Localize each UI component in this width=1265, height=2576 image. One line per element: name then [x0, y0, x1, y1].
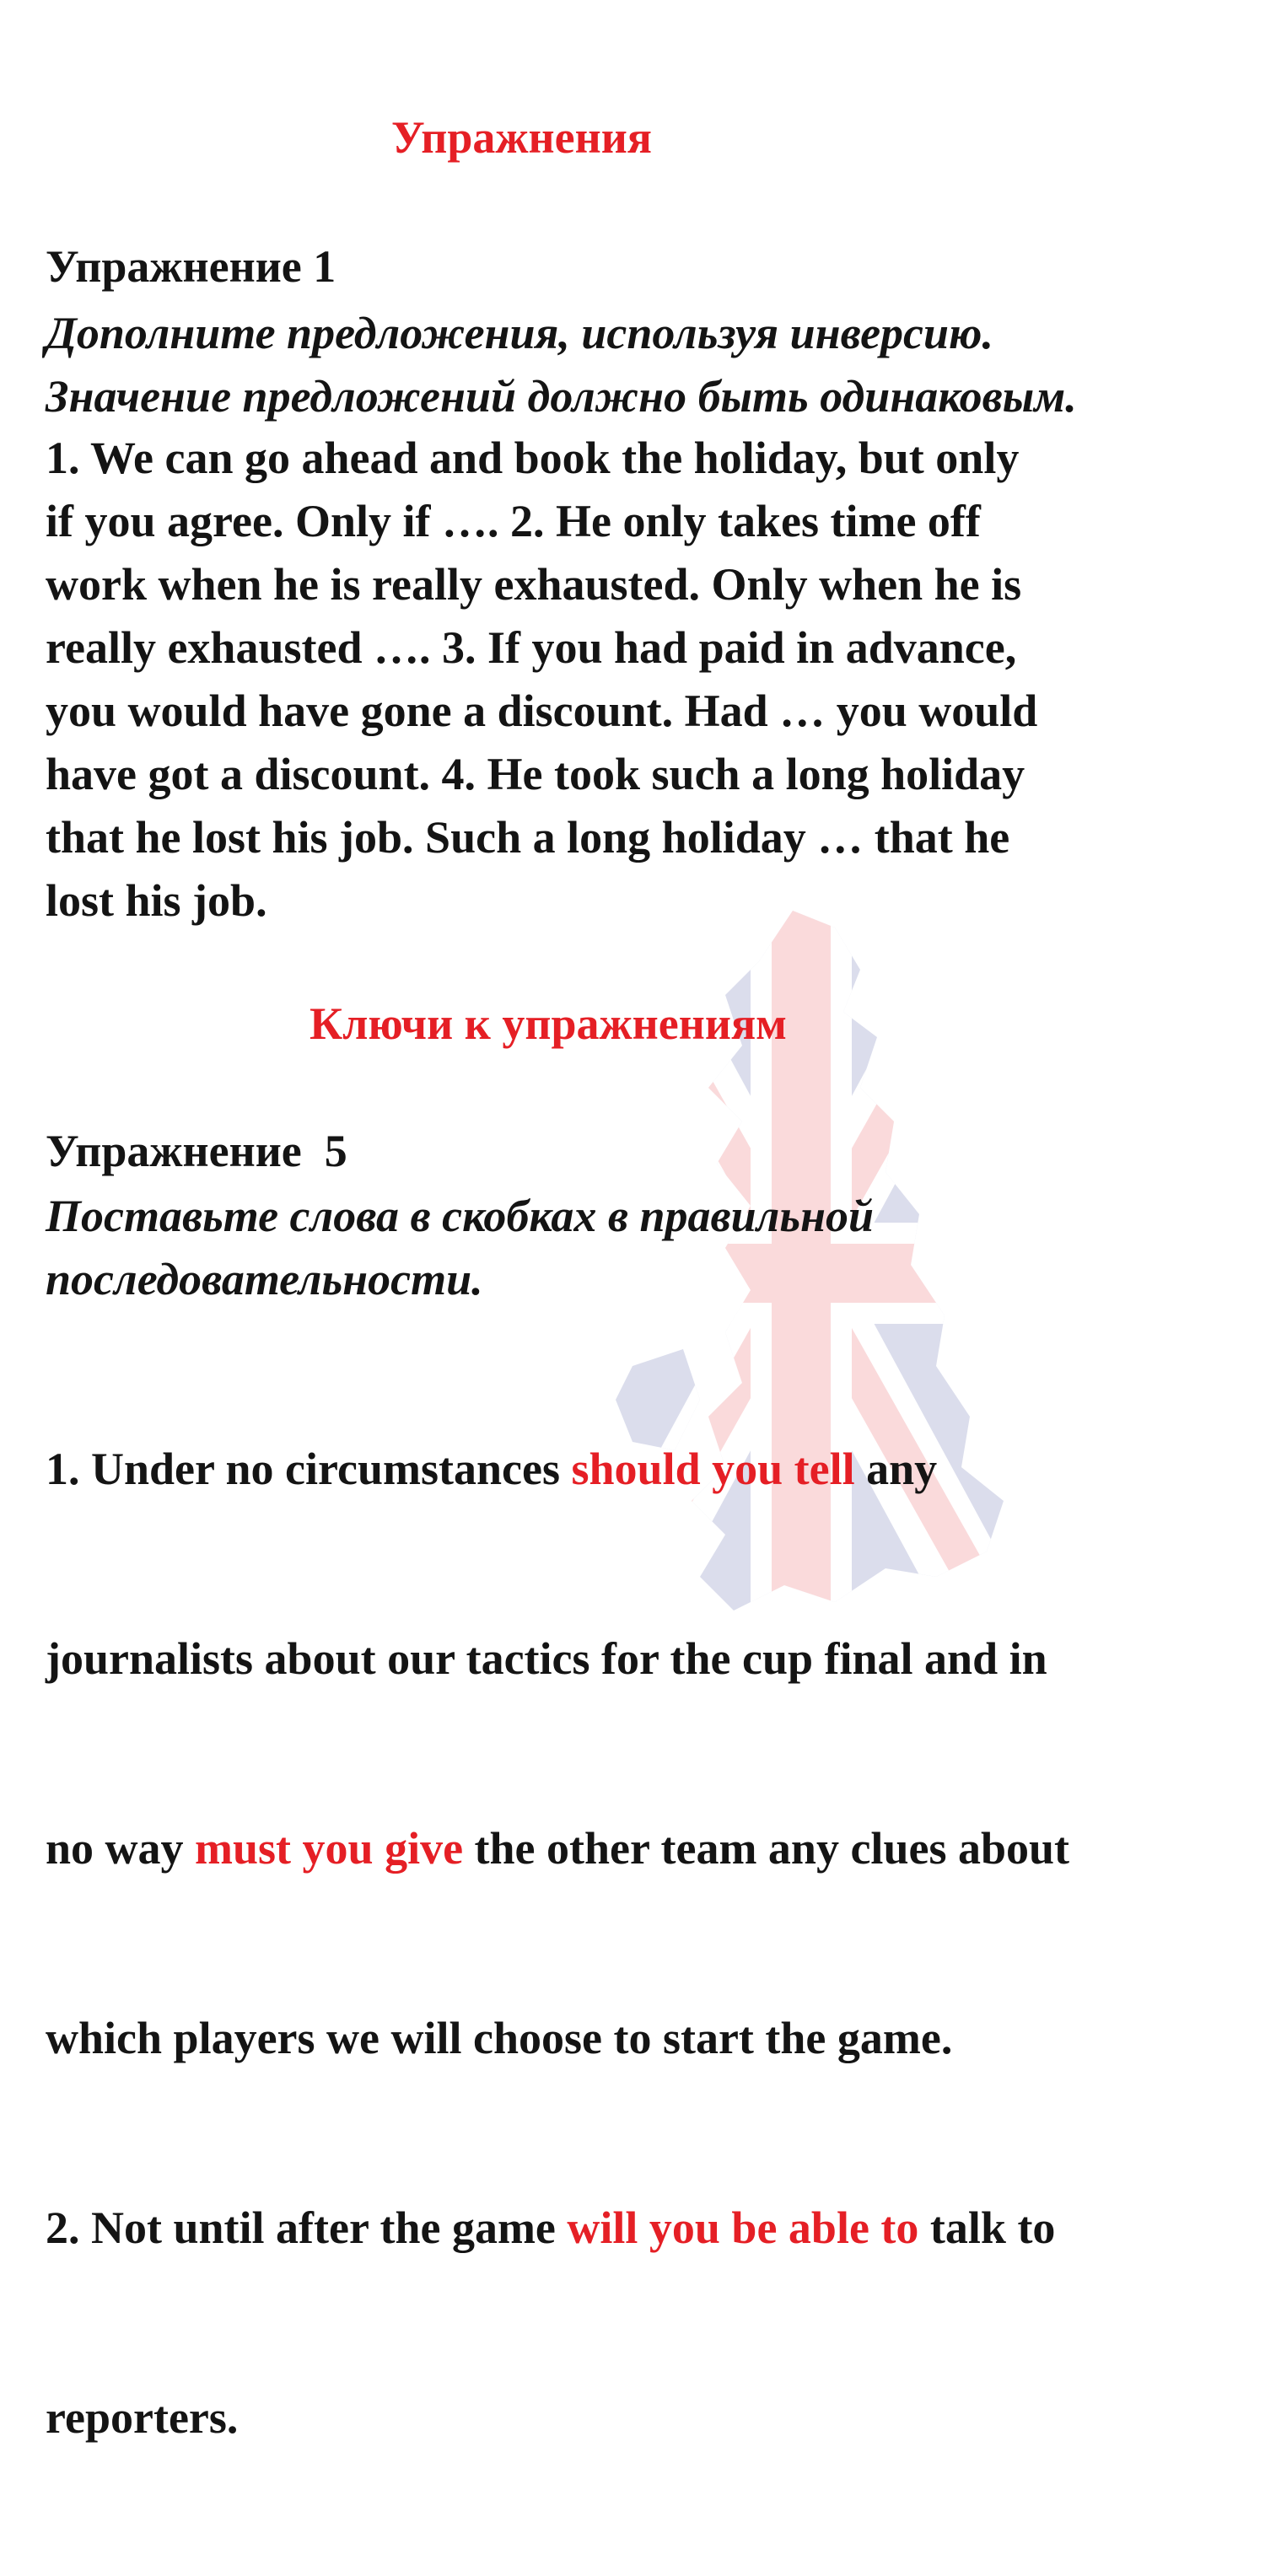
exercise-1-instruction: [46, 302, 1077, 428]
instruction-line: Дополните предложения, используя инверсию.: [46, 308, 993, 358]
exercise-1-heading: Упражнение 1: [46, 241, 336, 292]
instruction-line: Значение предложений должно быть одинаковым.: [46, 371, 1077, 422]
keys-title: Ключи к упражнениям: [310, 998, 787, 1049]
answer-text: 1. Under no circumstances: [46, 1444, 572, 1494]
text-line: 1. We can go ahead and book the holiday, but only: [46, 433, 1020, 483]
answer-text: no way: [46, 1823, 196, 1874]
page-title: Упражнения: [391, 112, 653, 163]
answer-line: reporters.: [46, 2392, 239, 2443]
text-line: have got a discount. 4. He took such a long holiday: [46, 749, 1025, 799]
answer-text: talk to: [918, 2202, 1056, 2253]
answer-line: [46, 2197, 1069, 2260]
text-line: if you agree. Only if …. 2. He only takes time off: [46, 496, 981, 546]
answer-line: [46, 1438, 1069, 1501]
answer-highlight: will you be able to: [567, 2202, 919, 2253]
answer-line: journalists about our tactics for the cup final and in: [46, 1633, 1047, 1684]
instruction-line: последовательности.: [46, 1254, 483, 1304]
answer-text: 2. Not until after the game: [46, 2202, 568, 2253]
answer-text: any: [854, 1444, 938, 1494]
exercise-5-heading: Упражнение 5: [46, 1126, 347, 1176]
exercise-1-text: [46, 427, 1037, 933]
answer-highlight: should you tell: [571, 1444, 855, 1494]
text-line: lost his job.: [46, 875, 267, 926]
answer-highlight: must you give: [195, 1823, 464, 1874]
answer-line: which players we will choose to start the game.: [46, 2013, 953, 2063]
text-line: really exhausted …. 3. If you had paid in advance,: [46, 622, 1017, 673]
text-line: work when he is really exhausted. Only when he is: [46, 559, 1022, 610]
text-line: you would have gone a discount. Had … you would: [46, 686, 1038, 736]
text-line: that he lost his job. Such a long holiday … that he: [46, 812, 1010, 863]
answer-line: [46, 1817, 1069, 1880]
instruction-line: Поставьте слова в скобках в правильной: [46, 1191, 875, 1241]
exercise-5-instruction: [46, 1185, 874, 1311]
exercise-5-answers: [46, 1311, 1069, 2576]
answer-text: the other team any clues about: [463, 1823, 1070, 1874]
